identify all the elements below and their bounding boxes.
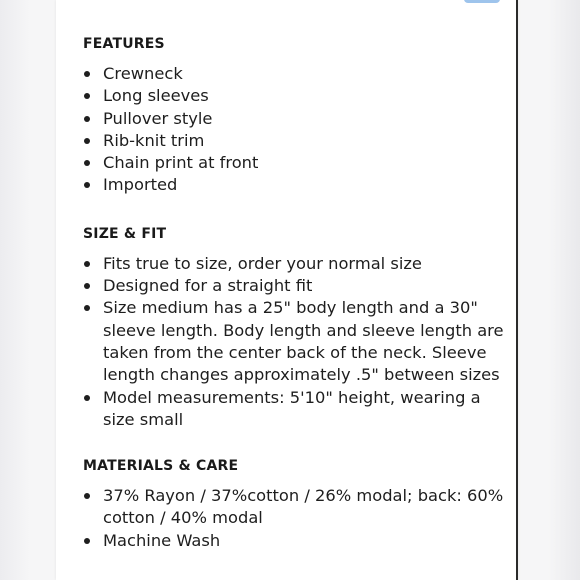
materials-care-heading: MATERIALS & CARE bbox=[83, 458, 239, 475]
list-item: Size medium has a 25" body length and a 30" sleeve length. Body length and sleeve length are taken from the center back of the neck. Sleeve length changes approximately .5" between sizes bbox=[83, 297, 508, 386]
list-item: 37% Rayon / 37%cotton / 26% modal; back: 60% cotton / 40% modal bbox=[83, 485, 508, 530]
product-details-content bbox=[83, 33, 508, 578]
list-item: Imported bbox=[83, 174, 508, 196]
top-tab-button[interactable] bbox=[464, 0, 500, 3]
list-item: Pullover style bbox=[83, 108, 508, 130]
features-heading: FEATURES bbox=[83, 36, 165, 52]
list-item: Designed for a straight fit bbox=[83, 275, 508, 297]
product-details-card bbox=[56, 0, 518, 580]
size-fit-section bbox=[83, 223, 508, 431]
list-item: Chain print at front bbox=[83, 152, 508, 174]
size-fit-list bbox=[83, 253, 508, 431]
list-item: Rib-knit trim bbox=[83, 130, 508, 152]
card-edge-divider bbox=[516, 0, 518, 580]
list-item: Long sleeves bbox=[83, 85, 508, 107]
materials-care-section bbox=[83, 455, 508, 552]
list-item: Machine Wash bbox=[83, 530, 508, 552]
list-item: Crewneck bbox=[83, 63, 508, 85]
list-item: Model measurements: 5'10" height, wearing a size small bbox=[83, 387, 508, 432]
list-item: Fits true to size, order your normal size bbox=[83, 253, 508, 275]
features-section bbox=[83, 33, 508, 197]
size-fit-heading: SIZE & FIT bbox=[83, 225, 167, 242]
features-list bbox=[83, 63, 508, 197]
materials-care-list bbox=[83, 485, 508, 552]
